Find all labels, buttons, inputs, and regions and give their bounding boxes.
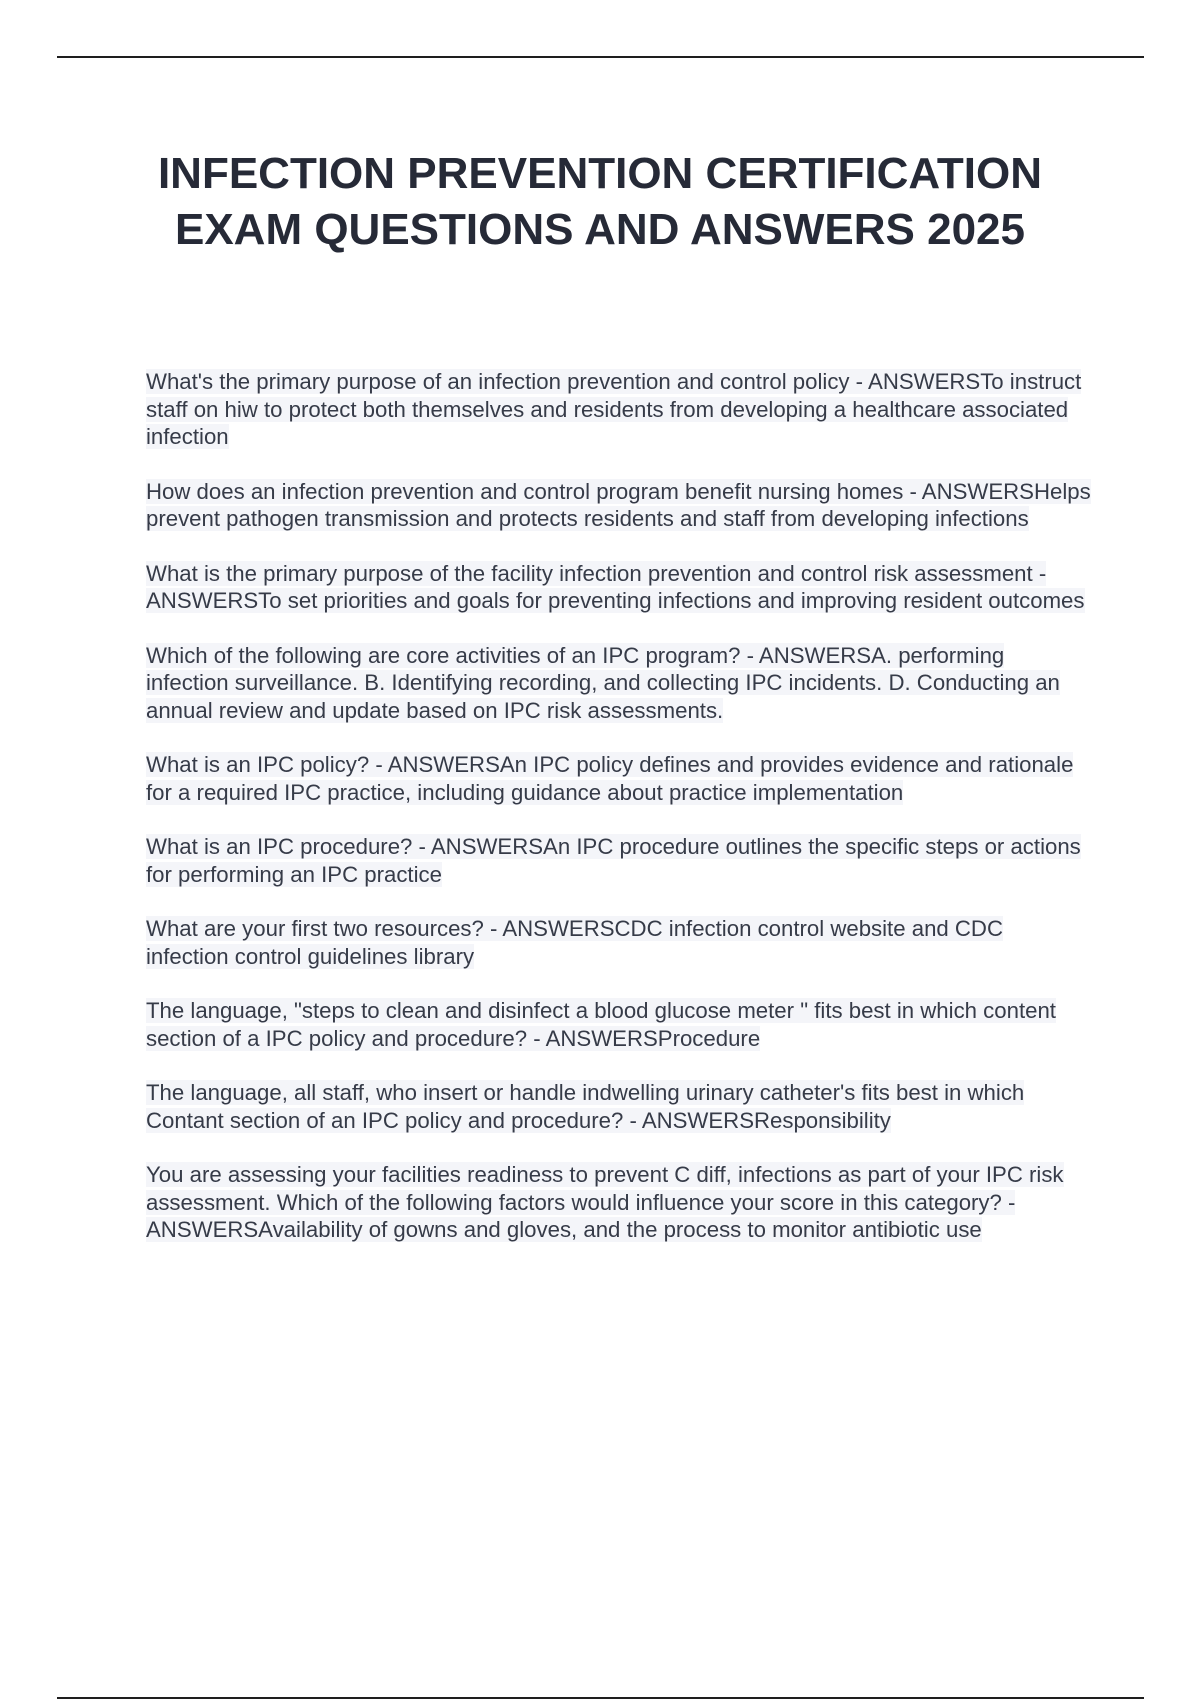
qa-text: What's the primary purpose of an infection prevention and control policy - ANSWERSTo instruct staff on hiw to protect both themselves and residents from developing a healthcare associated infection xyxy=(146,369,1082,449)
qa-text: The language, all staff, who insert or handle indwelling urinary catheter's fits best in which Contant section of an IPC policy and procedure? - ANSWERSResponsibility xyxy=(146,1080,1025,1133)
header-rule xyxy=(57,56,1144,58)
qa-text: What is an IPC policy? - ANSWERSAn IPC policy defines and provides evidence and rationale for a required IPC practice, including guidance about practice implementation xyxy=(146,752,1074,805)
qa-item xyxy=(146,833,1091,888)
footer-rule xyxy=(57,1697,1144,1699)
qa-text: You are assessing your facilities readiness to prevent C diff, infections as part of your IPC risk assessment. Which of the following factors would influence your score in this category? - ANSWERSAvailability of gowns and gloves, and the process to monitor antibiotic use xyxy=(146,1162,1064,1242)
qa-item xyxy=(146,560,1091,615)
qa-text: Which of the following are core activities of an IPC program? - ANSWERSA. performing infection surveillance. B. Identifying recording, and collecting IPC incidents. D. Conducting an annual review and update based on IPC risk assessments. xyxy=(146,642,1060,723)
qa-text: How does an infection prevention and control program benefit nursing homes - ANSWERSHelps prevent pathogen transmission and protects residents and staff from developing infections xyxy=(146,478,1091,531)
qa-text: The language, "steps to clean and disinfect a blood glucose meter " fits best in which content section of a IPC policy and procedure? - ANSWERSProcedure xyxy=(146,998,1056,1051)
qa-text: What is the primary purpose of the facility infection prevention and control risk assessment - ANSWERSTo set priorities and goals for preventing infections and improving resident outcomes xyxy=(146,560,1085,613)
qa-text: What is an IPC procedure? - ANSWERSAn IPC procedure outlines the specific steps or actions for performing an IPC practice xyxy=(146,834,1081,887)
qa-item xyxy=(146,478,1091,533)
qa-item xyxy=(146,1079,1091,1134)
qa-item xyxy=(146,642,1091,725)
qa-item xyxy=(146,368,1091,451)
qa-item xyxy=(146,997,1091,1052)
qa-item xyxy=(146,915,1091,970)
qa-text: What are your first two resources? - ANSWERSCDC infection control website and CDC infection control guidelines library xyxy=(146,916,1003,969)
qa-item xyxy=(146,1161,1091,1244)
qa-item xyxy=(146,751,1091,806)
page-title: INFECTION PREVENTION CERTIFICATION EXAM QUESTIONS AND ANSWERS 2025 xyxy=(157,149,1043,254)
qa-list xyxy=(146,368,1091,1271)
